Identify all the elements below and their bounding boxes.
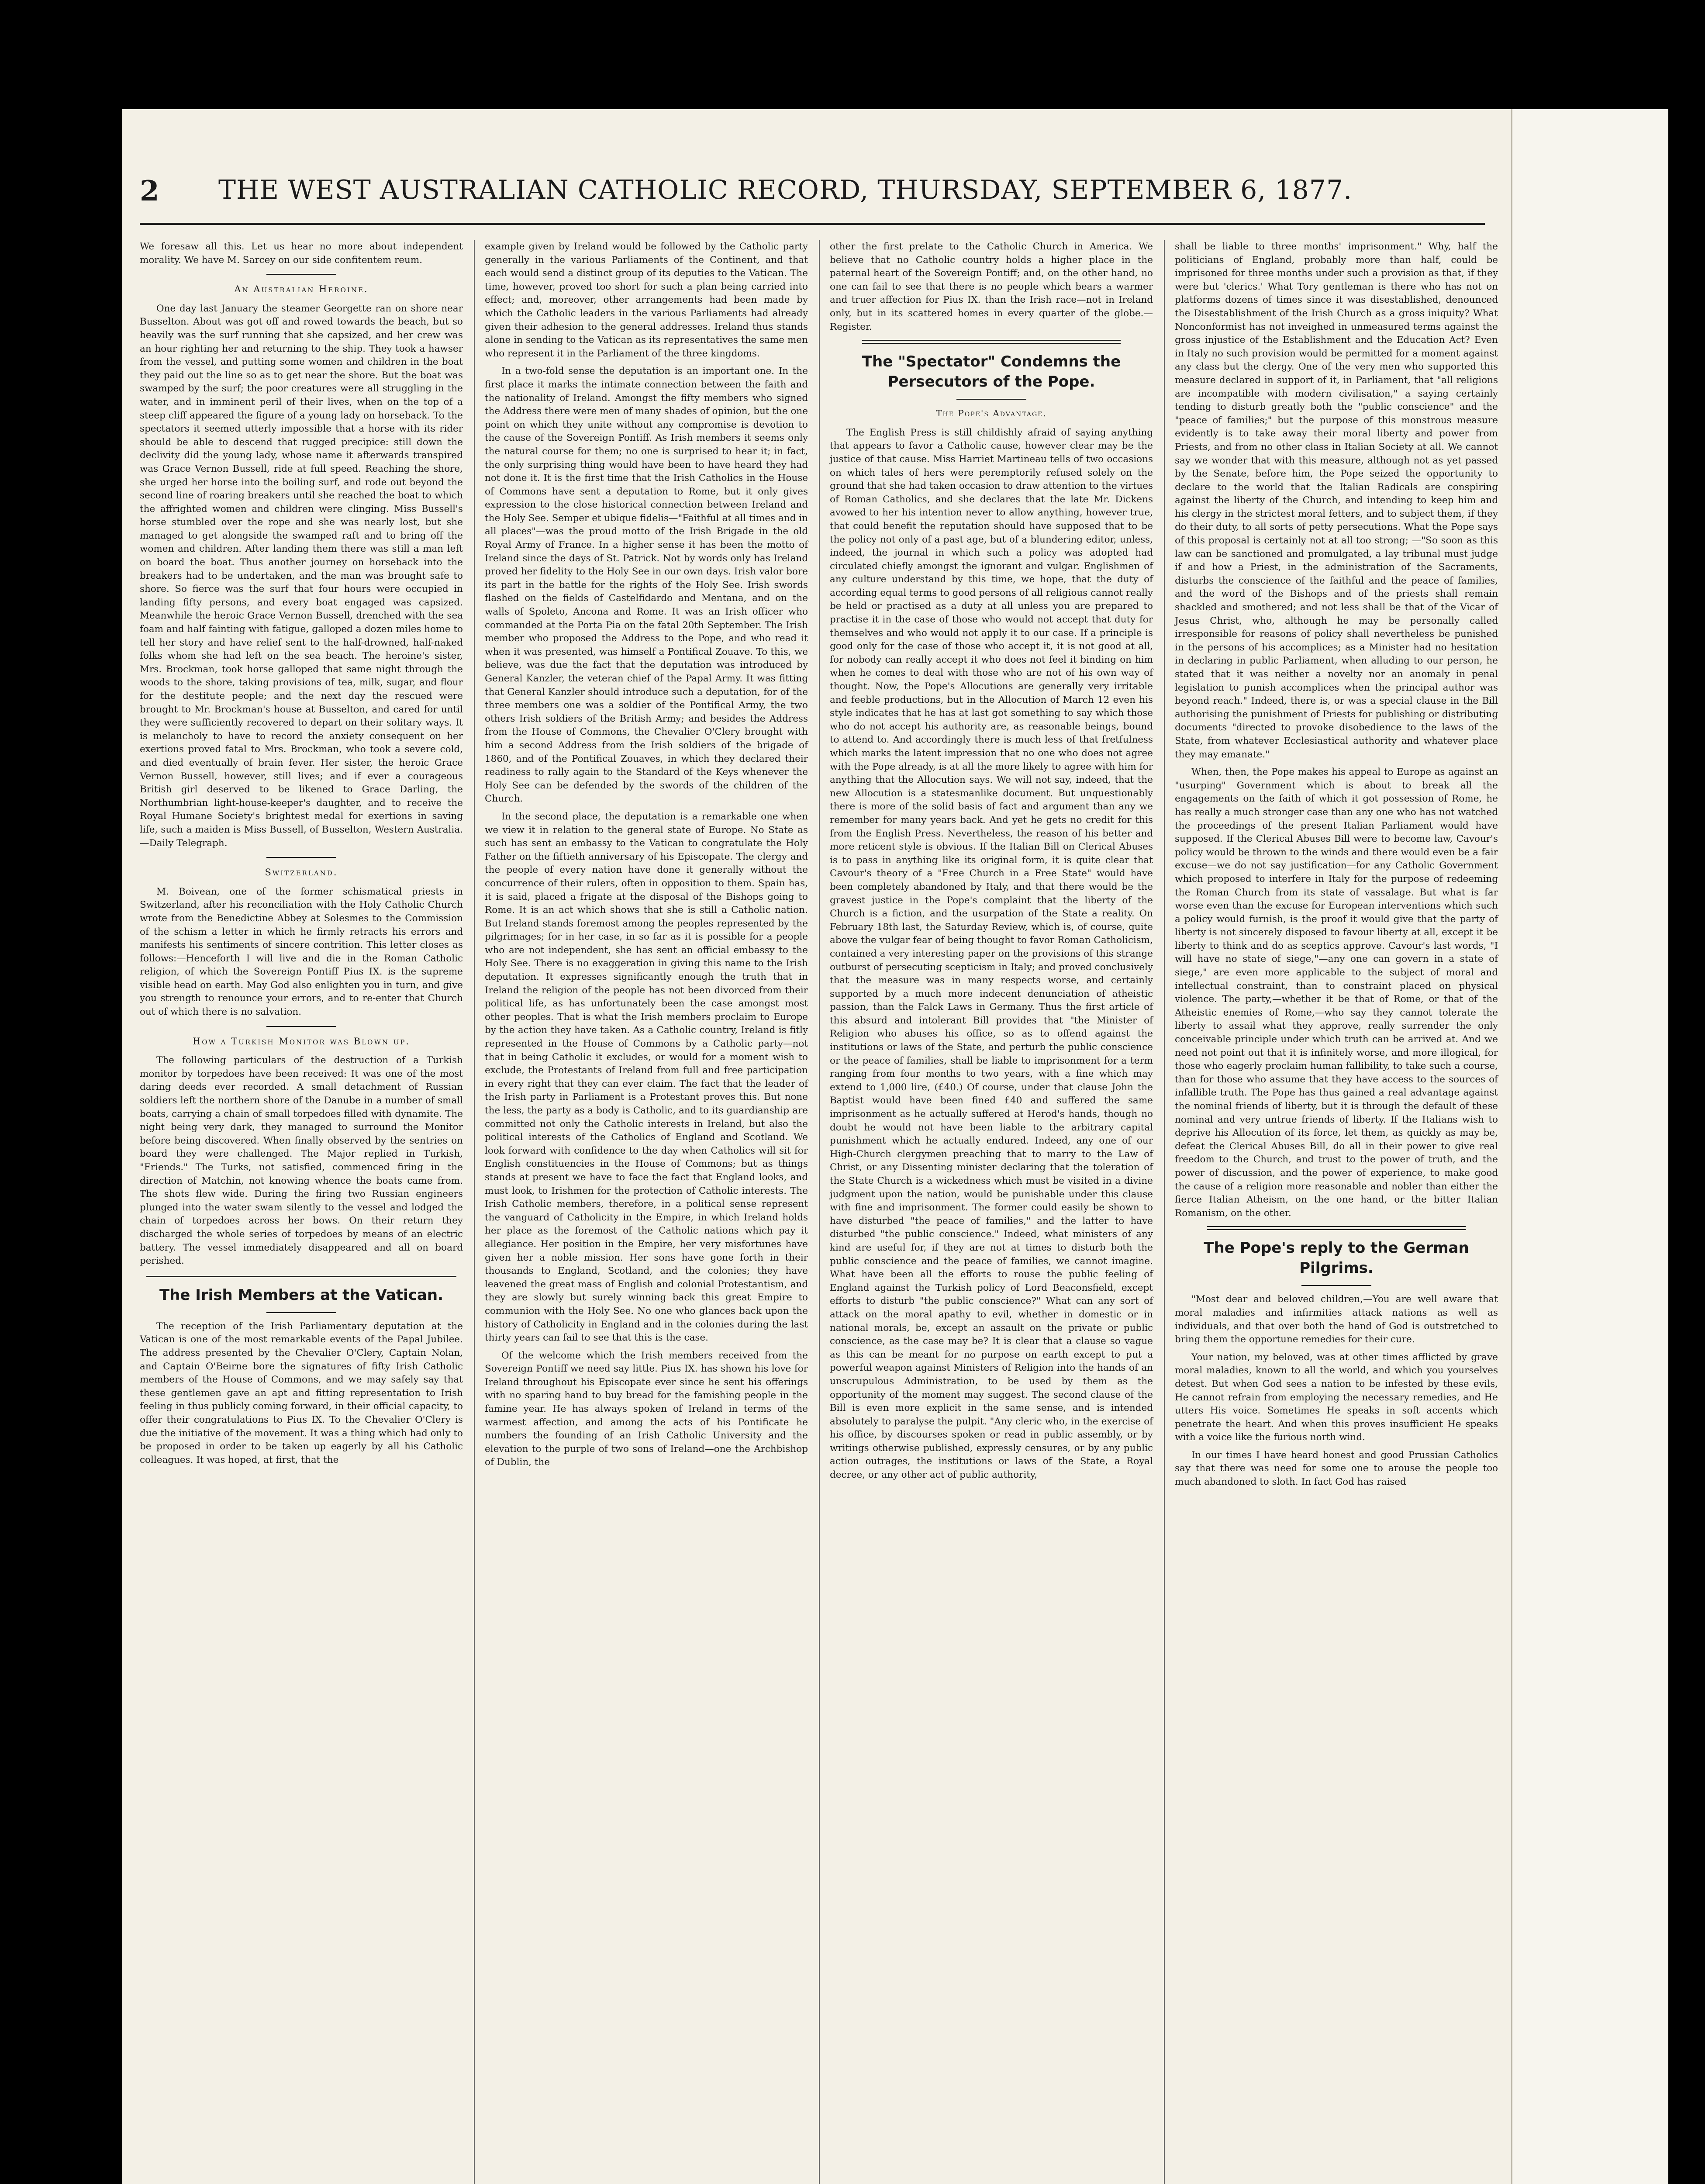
article-text: When, then, the Pope makes his appeal to Europe as against an "usurping" Government which is about to break all the engagements on the faith of which it got possession of Rome, he has really a much stronger case than any one who has not watched the proceedings of the present Italian Parliament would have supposed. If the Clerical Abuses Bill were to become law, Cavour's policy would be thrown to the winds and there would even be a fair excuse—we do not say justification—for any Catholic Government which proposed to interfere in Italy for the purpose of redeeming the Roman Church from its state of vassalage. But what is far worse even than the excuse for European interventions which such a policy would furnish, is the proof it would give that the party of liberty is not sincerely disposed to favour liberty at all, except it be liberty to think and do as sceptics approve. Cavour's last words, "I will have no state of siege,"—any one can govern in a state of siege," are even more applicable to the subject of moral and intellectual constraint, than to constraint placed on physical violence. The party,—whether it be that of Rome, or that of the Atheistic enemies of Rome,—who say they cannot tolerate the liberty to assail what they approve, really surrender the only conceivable principle under which truth can be arrived at. And we need not point out that it is infinitely worse, and more illogical, for those who eagerly proclaim human fallibility, to take such a course, than for those who assume that they have access to the sources of infallible truth. The Pope has thus gained a real advantage against the nominal friends of liberty, but it is through the default of these nominal and very untrue friends of liberty. If the Italians wish to deprive his Allocution of its force, let them, as quickly as may be, defeat the Clerical Abuses Bill, do all in their power to give real freedom to the Church, and trust to the power of truth, and the power of discussion, and the power of experience, to make good the cause of a religion more reasonable and nobler than either the fierce Italian Atheism, on the one hand, or the bitter Italian Romanism, on the other.	[1175, 767, 1498, 1219]
article-text: We foresaw all this. Let us hear no more about independent morality. We have M. Sarcey on our side confitentem reum.	[140, 241, 463, 266]
article-text: The English Press is still childishly afraid of saying anything that appears to favor a Catholic cause, however clear may be the justice of that cause. Miss Harriet Martineau tells of two occasions on which tales of hers were peremptorily refused solely on the ground that she had taken occasion to draw attention to the virtues of Roman Catholics, and she declares that the late Mr. Dickens avowed to her his intention never to allow anything, however true, that could benefit the reputation should have supposed that to be the policy not only of a past age, but of a blundering editor, unless, indeed, the journal in which such a policy was adopted had circulated chiefly amongst the ignorant and vulgar. Englishmen of any culture understand by this time, we hope, that the duty of according equal terms to good persons of all religious cannot really be held or practised as a duty at all unless you are prepared to practise it in the case of those who would not accept that duty for themselves and who would not apply it to our case. If a principle is good only for the case of those who accept it, it is not good at all, for nobody can really accept it who does not feel it binding on him when he comes to deal with those who are not of his own way of thought. Now, the Pope's Allocutions are generally very irritable and feeble productions, but in the Allocution of March 12 even his style indicates that he has at last got something to say which those who do not accept his authority are, as reasonable beings, bound to attend to. And accordingly there is much less of that fretfulness which marks the latent impression that no one who does not agree with the Pope already, is at all the more likely to agree with him for anything that the Allocution says. We will not say, indeed, that the new Allocution is a statesmanlike document. But unquestionably there is more of the solid basis of fact and argument than any we remember for many years back. And yet he gets no credit for this from the English Press. Nevertheless, the reason of his better and more reticent style is obvious. If the Italian Bill on Clerical Abuses is to pass in anything like its original form, it is quite clear that Cavour's theory of a "Free Church in a Free State" would have been completely abandoned by Italy, and that there would be the gravest justice in the Pope's complaint that the liberty of the Church is a fiction, and the usurpation of the State a reality. On February 18th last, the Saturday Review, which is, of course, quite above the vulgar fear of being thought to favor Roman Catholicism, contained a very interesting paper on the provisions of this strange outburst of persecuting scepticism in Italy; and proved conclusively that the measure was in many respects worse, and certainly supported by a much more indecent denunciation of atheistic passion, than the Falck Laws in Germany. Thus the first article of this absurd and intolerant Bill provides that "the Minister of Religion who abuses his office, so as to offend against the institutions or laws of the State, and perturb the public conscience or the peace of families, shall be liable to imprisonment for a term ranging from four months to two years, with a fine which may extend to 1,000 lire, (£40.) Of course, under that clause John the Baptist would have been fined £40 and suffered the same imprisonment as he actually suffered at Herod's hands, though no doubt he would not have been liable to the arbitrary capital punishment which he actually endured. Indeed, any one of our High-Church clergymen preaching that to marry to the Law of Christ, or any Dissenting minister declaring that the toleration of the State Church is a wickedness which must be visited in a divine judgment upon the nation, would be punishable under this clause with fine and imprisonment. The former could easily be shown to have disturbed "the peace of families," and the latter to have disturbed "the public conscience." Indeed, what ministers of any kind are useful for, if they are not at times to disturb both the public conscience and the peace of families, we cannot imagine. What have been all the efforts to rouse the public feeling of England against the Turkish policy of Lord Beaconsfield, except efforts to disturb "the public conscience?" What can any sort of attack on the moral apathy to evil, whether in domestic or in national morals, be, except an assault on the private or public conscience, as the case may be? It is clear that a clause so vague as this can be meant for no purpose on earth except to put a powerful weapon against Ministers of Religion into the hands of an unscrupulous Administration, to be used by them as the opportunity of the moment may suggest. The second clause of the Bill is even more explicit in the same sense, and is intended absolutely to paralyse the pulpit. "Any cleric who, in the exercise of his office, by discourses spoken or read in public assembly, or by writings otherwise published, expressly censures, or by any public action outrages, the institutions or laws of the State, a Royal decree, or any other act of public authority,	[830, 427, 1153, 1481]
article-text: One day last January the steamer Georgette ran on shore near Busselton. About was got off and rowed towards the beach, but so heavily was the surf running that she capsized, and her crew was an hour righting her and returning to the ship. They took a hawser from the vessel, and putting some women and children in the boat they paid out the line so as to get near the shore. But the boat was swamped by the surf; the poor creatures were all struggling in the water, and in imminent peril of their lives, when on the top of a steep cliff appeared the figure of a young lady on horseback. To the spectators it seemed utterly impossible that a horse with its rider should be able to descend that rugged precipice: still down the declivity did the young lady, whose name it afterwards transpired was Grace Vernon Bussell, ride at full speed. Reaching the shore, she urged her horse into the boiling surf, and rode out beyond the second line of roaring breakers until she reached the boat to which the affrighted women and children were clinging. Miss Bussell's horse stumbled over the rope and she was nearly lost, but she managed to get alongside the swamped raft and to bring off the women and children. After landing them there was still a man left on board the boat. Thus another journey on horseback into the breakers had to be undertaken, and the man was brought safe to shore. So fierce was the surf that four hours were occupied in landing fifty persons, and every boat engaged was capsized. Meanwhile the heroic Grace Vernon Bussell, drenched with the sea foam and half fainting with fatigue, galloped a dozen miles home to tell her story and have relief sent to the half-drowned, half-naked folks whom she had left on the sea beach. The heroine's sister, Mrs. Brockman, took horse galloped that same night through the woods to the shore, taking provisions of tea, milk, sugar, and flour for the destitute people; and the next day the rescued were brought to Mr. Brockman's house at Busselton, and cared for until they were sufficiently recovered to depart on their solitary ways. It is melancholy to have to record the anxiety consequent on her exertions proved fatal to Mrs. Brockman, who took a severe cold, and died eventually of brain fever. Her sister, the heroic Grace Vernon Bussell, however, still lives; and if ever a courageous British girl deserved to be likened to Grace Darling, the Northumbrian light-house-keeper's daughter, and to receive the Royal Humane Society's brightest medal for exertions in saving life, such a maiden is Miss Bussell, of Busselton, Western Australia.—Daily Telegraph.	[140, 303, 463, 849]
column-4	[1175, 240, 1498, 1493]
article-text: The following particulars of the destruction of a Turkish monitor by torpedoes have been received: It was one of the most daring deeds ever recorded. A small detachment of Russian soldiers left the northern shore of the Danube in a number of small boats, carrying a chain of small torpedoes filled with dynamite. The night being very dark, they managed to surround the Monitor before being discovered. When finally observed by the sentries on board they were challenged. The Major replied in Turkish, "Friends." The Turks, not satisfied, commenced firing in the direction of Matchin, not knowing whence the boats came from. The shots flew wide. During the firing two Russian engineers plunged into the water swam silently to the vessel and lodged the chain of torpedoes across her bows. On their return they discharged the whole series of torpedoes by means of an electric battery. The vessel immediately disappeared and all on board perished.	[140, 1055, 463, 1267]
separator	[266, 1312, 336, 1313]
blank-margin	[1511, 109, 1668, 2184]
article-text: In the second place, the deputation is a remarkable one when we view it in relation to the general state of Europe. No State as such has sent an embassy to the Vatican to congratulate the Holy Father on the fiftieth anniversary of his Episcopate. The clergy and the people of every nation have done it generally without the concurrence of their rulers, often in opposition to them. Spain has, it is said, placed a frigate at the disposal of the Bishops going to Rome. It is an act which shows that she is still a Catholic nation. But Ireland stands foremost among the peoples represented by the pilgrimages; for in her case, in so far as it is possible for a people who are not independent, she has sent an official embassy to the Holy See. There is no exaggeration in giving this name to the Irish deputation. It expresses significantly enough the truth that in Ireland the religion of the people has not been divorced from their political life, as has unfortunately been the case amongst most other peoples. That is what the Irish members proclaim to Europe by the action they have taken. As a Catholic country, Ireland is fitly represented in the House of Commons by a Catholic party—not that in being Catholic it excludes, or would for a moment wish to exclude, the Protestants of Ireland from full and free participation in every right that they can ever claim. The fact that the leader of the Irish party in Parliament is a Protestant proves this. But none the less, the party as a body is Catholic, and to its guardianship are committed not only the Catholic interests in Ireland, but also the political interests of the Catholics of England and Scotland. We look forward with confidence to the day when Catholics will sit for English constituencies in the House of Commons; but as things stands at present we have to face the fact that England looks, and must look, to Irishmen for the protection of Catholic interests. The Irish Catholic members, therefore, in a political sense represent the vanguard of Catholicity in the Empire, in which Ireland holds her place as the foremost of the Catholic nations which pay it allegiance. Her position in the Empire, her very misfortunes have given her a noble mission. Her sons have gone forth in their thousands to England, Scotland, and the colonies; they have leavened the great mass of English and colonial Protestantism, and they are slowly but surely winning back this great Empire to communion with the Holy See. No one who glances back upon the history of Catholicity in England and in the colonies during the last thirty years can fail to see that this is the case.	[485, 811, 808, 1344]
article-text: example given by Ireland would be followed by the Catholic party generally in the various Parliaments of the Continent, and that each would send a distinct group of its deputies to the Vatican. The time, however, proved too short for such a plan being carried into effect; and, moreover, other arrangements had been made by which the Catholic leaders in the various Parliaments had already given their adhesion to the general addresses. Ireland thus stands alone in sending to the Vatican as its representatives the same men who represent it in the Parliament of the three kingdoms.	[485, 241, 808, 359]
separator	[266, 857, 336, 858]
column-2	[485, 240, 808, 1474]
separator	[146, 1276, 456, 1277]
column-divider	[1164, 240, 1165, 2184]
article-text: Your nation, my beloved, was at other times afflicted by grave moral maladies, known to all the world, and which you yourselves detest. But when God sees a nation to be infested by these evils, He cannot refrain from employing the necessary remedies, and He utters His voice. Sometimes He speaks in soft accents which penetrate the heart. And when this proves insufficient He speaks with a voice like the furious north wind.	[1175, 1351, 1498, 1443]
heading-popes-reply: The Pope's reply to the German Pilgrims.	[1204, 1239, 1469, 1277]
newspaper-page	[122, 109, 1668, 2184]
heading-irish-members: The Irish Members at the Vatican.	[159, 1286, 444, 1304]
article-text: The reception of the Irish Parliamentary deputation at the Vatican is one of the most remarkable events of the Papal Jubilee. The address presented by the Chevalier O'Clery, Captain Nolan, and Captain O'Beirne bore the signatures of fifty Irish Catholic members of the House of Commons, and we may safely say that these gentlemen gave an apt and fitting representation to Irish feeling in thus publicly coming forward, in their official capacity, to offer their congratulations to Pius IX. To the Chevalier O'Clery is due the initiative of the movement. It was a thing which had only to be proposed in order to be taken up eagerly by all his Catholic colleagues. It was hoped, at first, that the	[140, 1320, 463, 1465]
page-header	[140, 175, 1485, 214]
masthead-title: THE WEST AUSTRALIAN CATHOLIC RECORD, THURSDAY, SEPTEMBER 6, 1877.	[218, 175, 1353, 205]
separator	[862, 340, 1121, 344]
article-text: other the first prelate to the Catholic Church in America. We believe that no Catholic country holds a higher place in the paternal heart of the Sovereign Pontiff; and, on the other hand, no one can fail to see that there is no people which bears a warmer and truer affection for Pius IX. than the Irish race—not in Ireland only, but in its scattered homes in every quarter of the globe.—Register.	[830, 241, 1153, 332]
separator	[956, 399, 1026, 400]
article-text: M. Boivean, one of the former schismatical priests in Switzerland, after his reconciliation with the Holy Catholic Church wrote from the Benedictine Abbey at Solesmes to the Commission of the schism a letter in which he firmly retracts his errors and manifests his sentiments of sincere contrition. This letter closes as follows:—Henceforth I will live and die in the Roman Catholic religion, of which the Sovereign Pontiff Pius IX. is the supreme visible head on earth. May God also enlighten you in turn, and give you strength to renounce your errors, and to re-enter that Church out of which there is no salvation.	[140, 886, 463, 1018]
heading-spectator: The "Spectator" Condemns the Persecutors of the Pope.	[862, 353, 1121, 391]
separator	[266, 1026, 336, 1027]
separator	[1207, 1226, 1466, 1230]
header-rule	[140, 223, 1485, 225]
separator	[1301, 1285, 1371, 1286]
article-text: shall be liable to three months' imprisonment." Why, half the politicians of England, probably more than half, could be imprisoned for three months under such a provision as that, if they were but 'clerics.' What Tory gentleman is there who has not on platforms dozens of times since it was disestablished, denounced the Disestablishment of the Irish Church as a gross iniquity? What Nonconformist has not inveighed in unmeasured terms against the gross injustice of the Establishment and the Education Act? Even in Italy no such provision would be permitted for a moment against any class but the clergy. One of the very men who supported this measure declared in support of it, in Parliament, that "all religions are incompatible with modern civilisation," a saying certainly tending to disturb greatly both the "public conscience" and the "peace of families;" but the purpose of this monstrous measure evidently is to take away their moral liberty and power from Priests, and from no other class in Italian Society at all. We cannot say we wonder that with this measure, although not as yet passed by the Senate, before him, the Pope seized the opportunity to declare to the world that the Italian Radicals are conspiring against the liberty of the Church, and intending to keep him and his clergy in the strictest moral fetters, and to subject them, if they do their duty, to all sorts of petty persecutions. What the Pope says of this proposal is certainly not at all too strong; —"So soon as this law can be sanctioned and promulgated, a lay tribunal must judge if and how a Priest, in the administration of the Sacraments, disturbs the conscience of the faithful and the peace of families, and the word of the Bishops and of the priests shall remain shackled and smothered; and not less shall be that of the Vicar of Jesus Christ, who, although he may be personally called irresponsible for reasons of policy shall nevertheless be punished in the persons of his accomplices; as a Minister had no hesitation in declaring in public Parliament, when alluding to our person, he stated that it was neither a novelty nor an anomaly in penal legislation to punish accomplices when the principal author was beyond reach." Indeed, there is, or was a special clause in the Bill authorising the punishment of Priests for publishing or distributing documents "directed to provoke disobedience to the laws of the State, from whatever Ecclesiastical authority and whatever place they may emanate."	[1175, 241, 1498, 760]
article-text: In our times I have heard honest and good Prussian Catholics say that there was need for some one to arouse the people too much abandoned to sloth. In fact God has raised	[1175, 1449, 1498, 1488]
heading-switzerland: Switzerland.	[265, 867, 338, 878]
column-3	[830, 240, 1153, 1486]
subheading-popes-advantage: The Pope's Advantage.	[936, 408, 1047, 419]
article-text: Of the welcome which the Irish members received from the Sovereign Pontiff we need say little. Pius IX. has shown his love for Ireland throughout his Episcopate ever since he sent his offerings with no sparing hand to buy bread for the famishing people in the famine year. He has always spoken of Ireland in terms of the warmest affection, and among the acts of his Pontificate he numbers the founding of an Irish Catholic University and the elevation to the purple of two sons of Ireland—one the Archbishop of Dublin, the	[485, 1350, 808, 1468]
column-divider	[819, 240, 820, 2184]
heading-turkish-monitor: How a Turkish Monitor was Blown up.	[192, 1036, 411, 1047]
heading-australian-heroine: An Australian Heroine.	[234, 284, 369, 295]
page-number: 2	[140, 175, 159, 207]
column-divider	[474, 240, 475, 2184]
article-text: In a two-fold sense the deputation is an important one. In the first place it marks the intimate connection between the faith and the nationality of Ireland. Amongst the fifty members who signed the Address there were men of many shades of opinion, but the one point on which they unite without any compromise is devotion to the cause of the Sovereign Pontiff. As Irish members it seems only the natural course for them; no one is surprised to hear it; in fact, the only surprising thing would have been to have heard they had not done it. It is the first time that the Irish Catholics in the House of Commons have sent a deputation to Rome, but it only gives expression to the close historical connection between Ireland and the Holy See. Semper et ubique fidelis—"Faithful at all times and in all places"—was the proud motto of the Irish Brigade in the old Royal Army of France. In a higher sense it has been the motto of Ireland since the days of St. Patrick. Not by words only has Ireland proved her fidelity to the Holy See in our own days. Irish valor bore its part in the battle for the rights of the Holy See. Irish swords flashed on the fields of Castelfidardo and Mentana, and on the walls of Spoleto, Ancona and Rome. It was an Irish officer who commanded at the Porta Pia on the fatal 20th September. The Irish member who proposed the Address to the Pope, and who read it when it was presented, was himself a Pontifical Zouave. To this, we believe, was due the fact that the deputation was introduced by General Kanzler, the veteran chief of the Papal Army. It was fitting that General Kanzler should introduce such a deputation, for of the three members one was a soldier of the Pontifical Army, the two others Irish soldiers of the British Army; and besides the Address from the House of Commons, the Chevalier O'Clery brought with him a second Address from the Irish soldiers of the brigade of 1860, and of the Pontifical Zouaves, in which they declared their readiness to rally again to the Standard of the Keys whenever the Holy See can be defended by the swords of the children of the Church.	[485, 366, 808, 805]
article-text: "Most dear and beloved children,—You are well aware that moral maladies and infirmities attack nations as well as individuals, and that over both the hand of God is outstretched to bring them the opportune remedies for their cure.	[1175, 1294, 1498, 1345]
column-1	[140, 240, 463, 1471]
separator	[266, 274, 336, 275]
